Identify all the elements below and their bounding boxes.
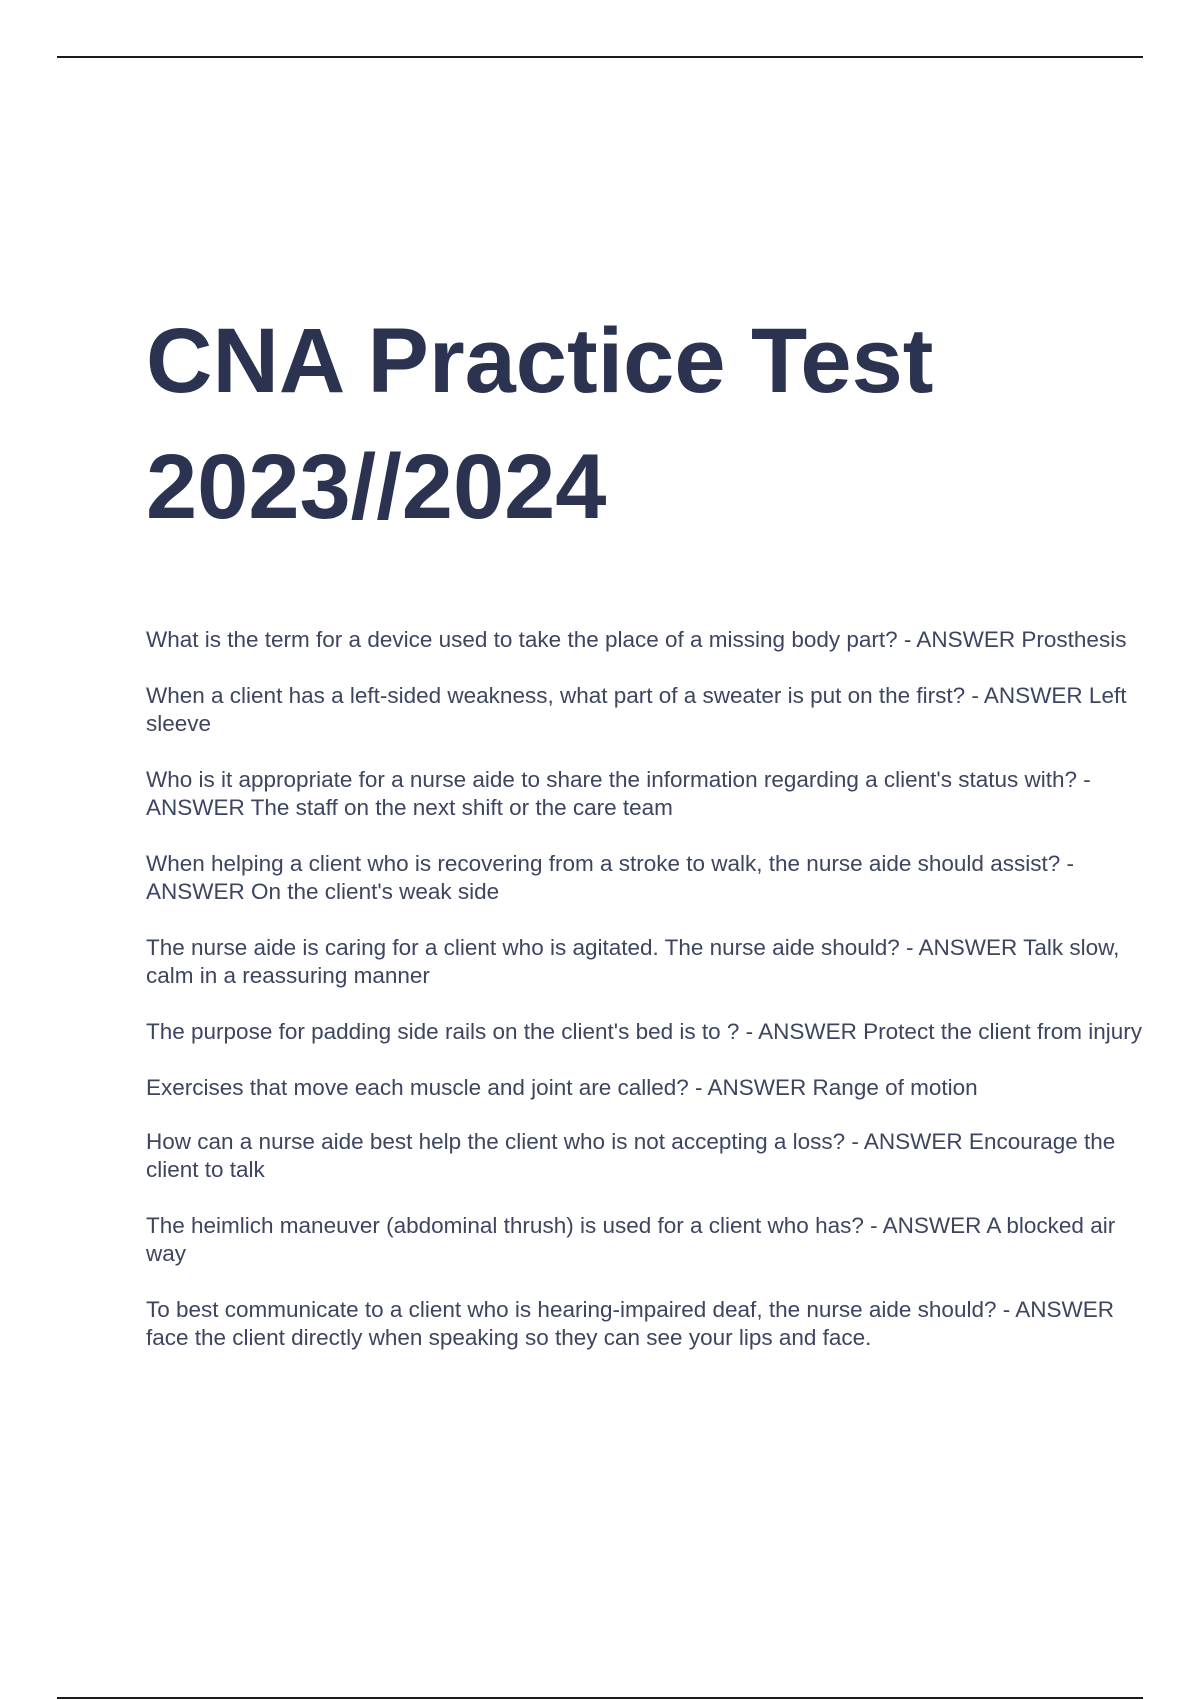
- title-line-1: CNA Practice Test: [146, 310, 934, 412]
- qa-item: What is the term for a device used to take the place of a missing body part? - ANSWER Prosthesis: [146, 627, 1127, 652]
- qa-item: The purpose for padding side rails on the client's bed is to ? - ANSWER Protect the client from injury: [146, 1019, 1143, 1044]
- qa-item: Who is it appropriate for a nurse aide to share the information regarding a client's status with? - ANSWER The staff on the next shift or the care team: [146, 767, 1091, 820]
- qa-item: Exercises that move each muscle and joint are called? - ANSWER Range of motion: [146, 1075, 978, 1100]
- question-answer-list: [146, 626, 1146, 1380]
- qa-item: The heimlich maneuver (abdominal thrush) is used for a client who has? - ANSWER A blocked air way: [146, 1213, 1116, 1266]
- qa-item: When a client has a left-sided weakness, what part of a sweater is put on the first? - ANSWER Left sleeve: [146, 683, 1127, 736]
- qa-item: When helping a client who is recovering from a stroke to walk, the nurse aide should assist? - ANSWER On the client's weak side: [146, 851, 1074, 904]
- top-rule: [57, 56, 1143, 58]
- bottom-rule: [57, 1697, 1143, 1699]
- qa-item: The nurse aide is caring for a client who is agitated. The nurse aide should? - ANSWER Talk slow, calm in a reassuring manner: [146, 935, 1120, 988]
- document-title: [146, 298, 1146, 550]
- qa-item: To best communicate to a client who is hearing-impaired deaf, the nurse aide should? - ANSWER face the client directly when speaking so they can see your lips and face.: [146, 1297, 1114, 1350]
- title-line-2: 2023//2024: [146, 436, 607, 538]
- qa-item: How can a nurse aide best help the client who is not accepting a loss? - ANSWER Encourage the client to talk: [146, 1129, 1116, 1182]
